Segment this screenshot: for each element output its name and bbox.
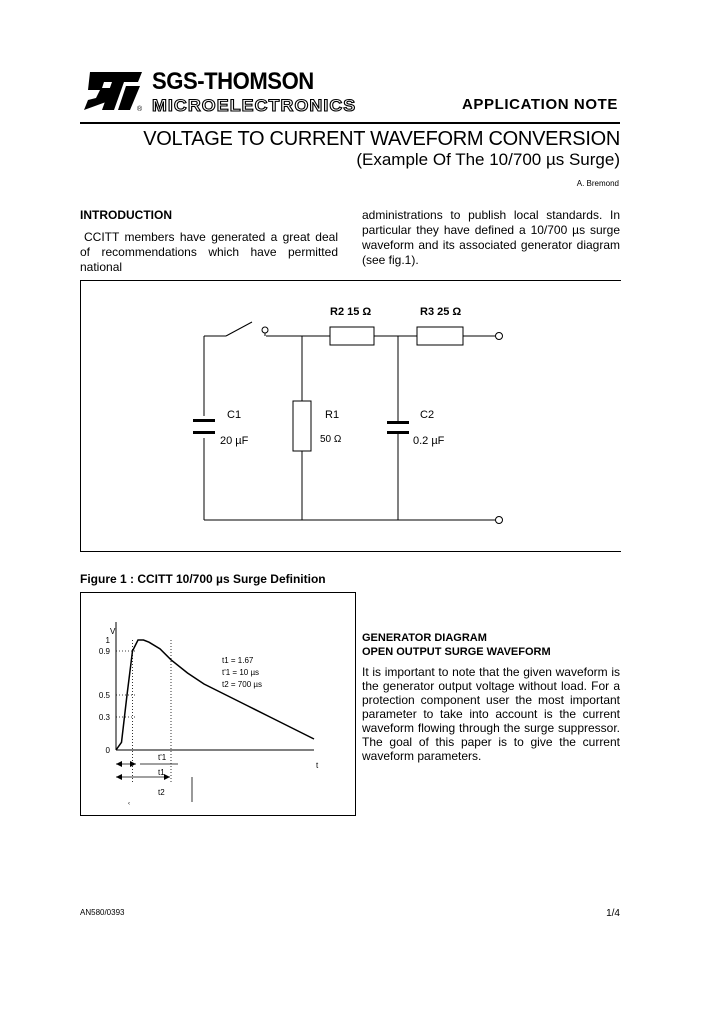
svg-text:®: ® — [137, 106, 143, 112]
r2-label: R2 15 Ω — [330, 306, 372, 318]
t1-dimension: t1 — [158, 768, 165, 777]
t-axis-label: t — [316, 761, 319, 770]
document-type: APPLICATION NOTE — [462, 96, 618, 113]
c2-name: C2 — [420, 409, 435, 421]
page-title: VOLTAGE TO CURRENT WAVEFORM CONVERSION — [143, 128, 620, 150]
y-tick-label: 0.3 — [98, 713, 110, 722]
header-rule — [80, 122, 620, 124]
tp1-dimension: t'1 — [158, 753, 167, 762]
c1-name: C1 — [227, 409, 242, 421]
company-name: SGS-THOMSON — [152, 68, 314, 95]
generator-heading-line1: GENERATOR DIAGRAM — [362, 632, 487, 644]
c1-value: 20 µF — [220, 435, 249, 447]
y-tick-label: 0.9 — [98, 647, 110, 656]
r1-name: R1 — [325, 409, 340, 421]
document-code: AN580/0393 — [80, 908, 125, 917]
generator-heading-line2: OPEN OUTPUT SURGE WAVEFORM — [362, 646, 551, 658]
generator-heading — [362, 631, 551, 659]
division-name: MICROELECTRONICS — [152, 96, 357, 115]
figure-caption: Figure 1 : CCITT 10/700 µs Surge Definition — [80, 572, 326, 586]
t2-note: t2 = 700 µs — [222, 680, 262, 689]
introduction-text-left: CCITT members have generated a great deal of recommendations which have permitted national — [80, 230, 338, 274]
t1-note: t1 = 1.67 — [222, 656, 254, 665]
generator-circuit-diagram — [80, 280, 620, 550]
y-tick-label: 1 — [105, 636, 110, 645]
st-logo-icon — [82, 70, 144, 112]
introduction-heading: INTRODUCTION — [80, 208, 172, 222]
y-tick-label: 0.5 — [98, 691, 110, 700]
waveform-chart — [80, 592, 354, 814]
introduction-text-right: administrations to publish local standards. In particular they have defined a 10/700 µs surge waveform and its associated generator diagram (see fig.1). — [362, 208, 620, 267]
v-axis-label: V — [110, 627, 116, 636]
page-number: 1/4 — [606, 908, 620, 919]
r3-label: R3 25 Ω — [420, 306, 462, 318]
tp1-note: t'1 = 10 µs — [222, 668, 260, 677]
t2-dimension: t2 — [158, 788, 165, 797]
r1-value: 50 Ω — [320, 434, 342, 445]
generator-text: It is important to note that the given waveform is the generator output voltage without load. For a protection component user the most important parameter to take into account is the current waveform flowing through the surge suppressor. The goal of this paper is to give the current waveform parameters. — [362, 665, 620, 763]
author: A. Bremond — [576, 179, 619, 188]
page-subtitle: (Example Of The 10/700 µs Surge) — [356, 150, 620, 169]
y-tick-label: 0 — [105, 746, 110, 755]
waveform-line — [116, 640, 314, 750]
svg-text:‹: ‹ — [128, 801, 130, 807]
c2-value: 0.2 µF — [413, 435, 445, 447]
